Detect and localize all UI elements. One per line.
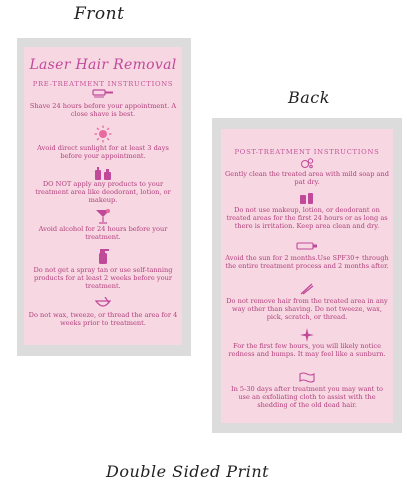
tweezers-icon	[300, 283, 314, 295]
makeup-icon	[299, 192, 315, 204]
spray-bottle-icon	[96, 246, 110, 264]
pre-item-1: Shave 24 hours before your appointment. A close shave is best.	[29, 102, 177, 119]
cocktail-icon	[94, 208, 112, 224]
pre-item-2: Avoid direct sunlight for at least 3 days before your appointment.	[37, 144, 169, 161]
pre-treatment-heading: PRE-TREATMENT INSTRUCTIONS	[32, 80, 174, 88]
sunscreen-icon	[296, 241, 318, 251]
sun-icon	[94, 125, 112, 143]
soap-bubbles-icon	[300, 157, 314, 169]
exfoliating-cloth-icon	[299, 372, 315, 383]
front-label: Front	[74, 4, 125, 24]
razor-icon	[92, 88, 114, 100]
pre-item-3: DO NOT apply any products to your treatment area like deodorant, lotion, or makeup.	[35, 180, 171, 205]
pre-item-6: Do not wax, tweeze, or thread the area for 4 weeks prior to treatment.	[28, 311, 178, 328]
sparkle-icon	[300, 328, 314, 342]
lotion-bottles-icon	[93, 166, 113, 180]
pre-item-5: Do not get a spray tan or use self-tanning products for at least 2 weeks before your treatment.	[33, 266, 173, 291]
post-item-2: Do not use makeup, lotion, or deodorant on treated areas for the first 24 hours or as long as there is irritation. Keep area clean and dry.	[226, 206, 388, 231]
front-card	[24, 47, 182, 345]
double-sided-label: Double Sided Print	[106, 462, 270, 481]
card-title: Laser Hair Removal	[29, 57, 177, 73]
post-item-6: In 5-30 days after treatment you may want to use an exfoliating cloth to assist with the shedding of the old dead hair.	[230, 385, 384, 410]
back-label: Back	[288, 88, 330, 107]
post-item-3: Avoid the sun for 2 months.Use SPF30+ through the entire treatment process and 2 months after.	[225, 254, 389, 271]
post-item-4: Do not remove hair from the treated area in any way other than shaving. Do not tweeze, wax, pick, scratch, or thread.	[226, 297, 388, 322]
back-card	[221, 129, 393, 423]
post-item-5: For the first few hours, you will likely notice redness and bumps. It may feel like a sunburn.	[228, 342, 386, 359]
post-item-1: Gently clean the treated area with mild soap and pat dry.	[225, 170, 389, 187]
post-treatment-heading: POST-TREATMENT INSTRUCTIONS	[234, 148, 380, 156]
pre-item-4: Avoid alcohol for 24 hours before your treatment.	[38, 225, 168, 242]
wax-bowl-icon	[94, 297, 112, 309]
